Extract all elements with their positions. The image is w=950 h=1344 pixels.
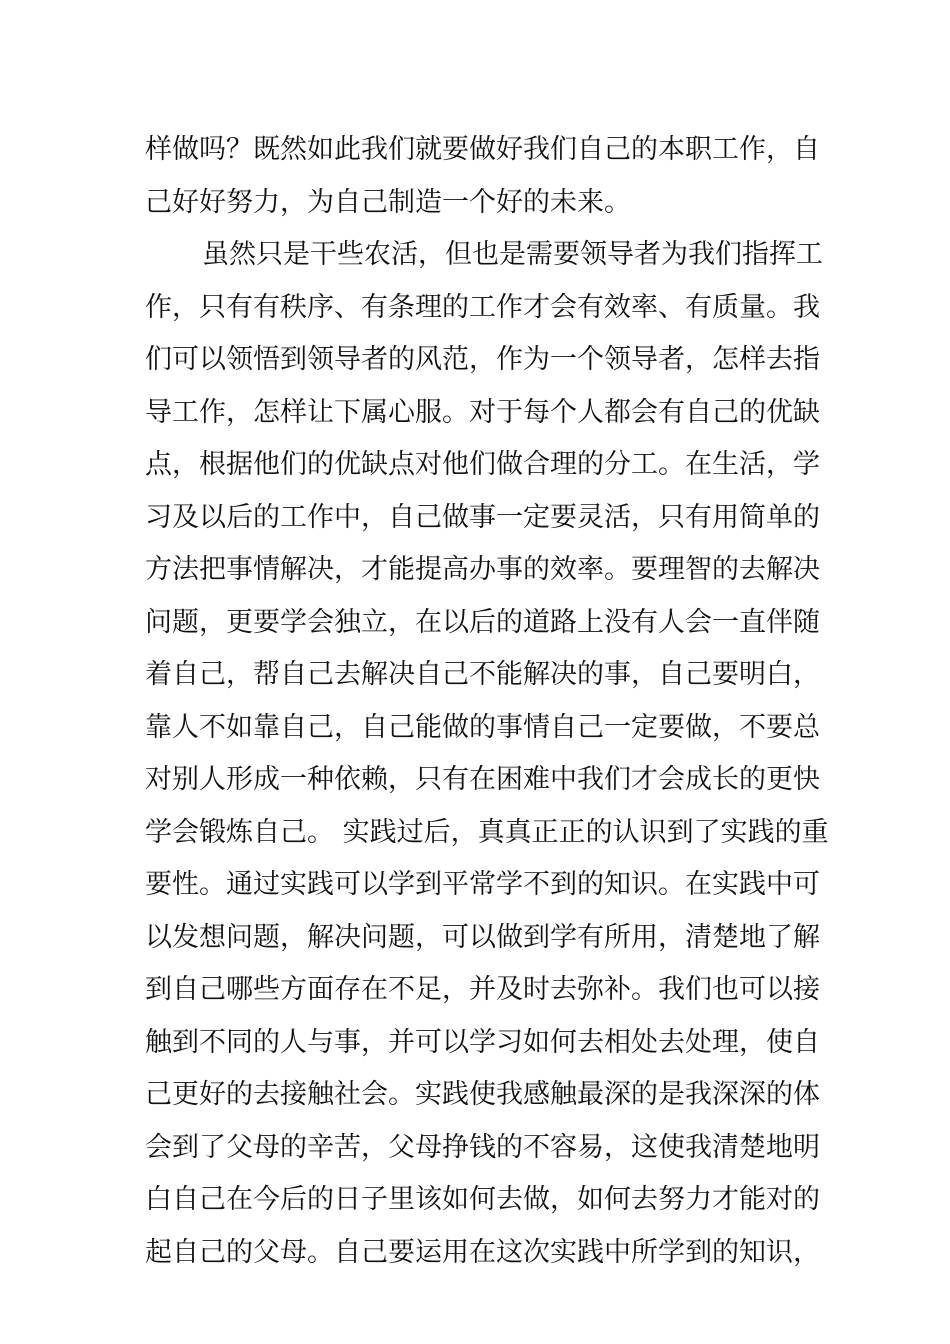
text-line: 靠人不如靠自己，自己能做的事情自己一定要做，不要总 <box>145 711 820 743</box>
text-line: 学会锻炼自己。 实践过后，真真正正的认识到了实践的重 <box>145 816 829 848</box>
text-line: 对别人形成一种依赖，只有在困难中我们才会成长的更快 <box>145 764 820 795</box>
text-line: 们可以领悟到领导者的风范，作为一个领导者，怎样去指 <box>145 344 820 375</box>
body-text <box>145 124 829 1279</box>
text-line: 作，只有有秩序、有条理的工作才会有效率、有质量。我 <box>145 291 820 323</box>
text-line: 起自己的父母。自己要运用在这次实践中所学到的知识， <box>145 1236 820 1268</box>
text-line: 触到不同的人与事，并可以学习如何去相处去处理，使自 <box>145 1026 820 1058</box>
text-line: 着自己，帮自己去解决自己不能解决的事，自己要明白， <box>145 659 820 690</box>
text-line: 白自己在今后的日子里该如何去做，如何去努力才能对的 <box>145 1184 820 1215</box>
text-line: 会到了父母的辛苦，父母挣钱的不容易，这使我清楚地明 <box>145 1131 820 1163</box>
text-line: 以发想问题，解决问题，可以做到学有所用，清楚地了解 <box>145 921 820 953</box>
text-line: 样做吗？既然如此我们就要做好我们自己的本职工作，自 <box>145 134 820 165</box>
text-line: 己更好的去接触社会。实践使我感触最深的是我深深的体 <box>145 1079 820 1110</box>
text-line: 方法把事情解决，才能提高办事的效率。要理智的去解决 <box>145 554 820 585</box>
text-line: 到自己哪些方面存在不足，并及时去弥补。我们也可以接 <box>145 974 820 1005</box>
text-line: 点，根据他们的优缺点对他们做合理的分工。在生活，学 <box>145 449 820 480</box>
text-line: 导工作，怎样让下属心服。对于每个人都会有自己的优缺 <box>145 396 820 428</box>
paragraph-first-line: 虽然只是干些农活，但也是需要领导者为我们指挥工 <box>202 239 823 270</box>
text-line: 己好好努力，为自己制造一个好的未来。 <box>145 186 631 218</box>
text-line: 习及以后的工作中，自己做事一定要灵活，只有用简单的 <box>145 501 820 533</box>
text-line: 问题，更要学会独立，在以后的道路上没有人会一直伴随 <box>145 606 820 638</box>
text-line: 要性。通过实践可以学到平常学不到的知识。在实践中可 <box>145 869 820 900</box>
